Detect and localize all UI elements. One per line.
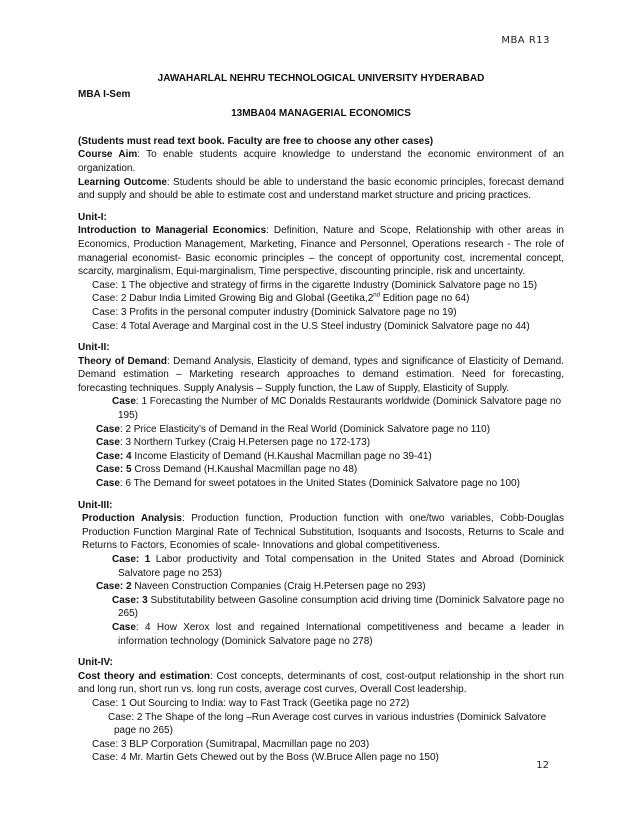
unit-2-case-1-label: Case (112, 396, 136, 408)
unit-3-case-3 (96, 594, 564, 621)
unit-3-case-4-text: : 4 How Xerox lost and regained International competitiveness and became a leader in information technology (Dominick Salvatore page no 278) (118, 621, 564, 647)
unit-1-body (78, 224, 564, 278)
unit-2-case-6 (96, 477, 564, 491)
unit-3-case-1-text: Labor productivity and Total compensation in the United States and Abroad (Dominick Salvatore page no 253) (118, 554, 564, 579)
page-number: 12 (536, 760, 549, 771)
unit-2-case-5 (96, 463, 564, 477)
unit-3-case-3-label: Case: 3 (112, 594, 148, 606)
unit-2-case-1-text: : 1 Forecasting the Number of MC Donalds Restaurants worldwide (Dominick Salvatore page no 195) (118, 396, 562, 422)
unit-2-body (78, 355, 564, 396)
unit-2-case-3 (96, 436, 564, 450)
syllabus-content (78, 72, 564, 765)
unit-3-case-1-label: Case: 1 (112, 554, 151, 565)
unit-4-text: : Cost concepts, determinants of cost, cost-output relationship in the short run and long run, short run vs. long run costs, average cost curves, Overall Cost leadership. (78, 670, 564, 696)
unit-2-case-5-label: Case: 5 (96, 464, 132, 476)
unit-4-case-3: Case: 3 BLP Corporation (Sumitrapal, Macmillan page no 203) (92, 738, 370, 750)
unit-2-case-3-label: Case (96, 437, 120, 449)
unit-2-case-3-text: : 3 Northern Turkey (Craig H.Petersen page no 172-173) (119, 437, 371, 449)
unit-2-case-4-text: Income Elasticity of Demand (H.Kaushal Macmillan page no 39-41) (131, 450, 432, 462)
unit-2-title: Theory of Demand (78, 355, 168, 367)
unit-4-cases (78, 697, 564, 765)
unit-2-case-6-text: : 6 The Demand for sweet potatoes in the United States (Dominick Salvatore page no 100) (119, 478, 520, 490)
unit-2-case-2-text: : 2 Price Elasticity’s of Demand in the Real World (Dominick Salvatore page no 110) (119, 423, 491, 435)
unit-1-case-3: Case: 3 Profits in the personal computer industry (Dominick Salvatore page no 19) (92, 306, 457, 318)
unit-3-cases (78, 553, 564, 648)
unit-2-heading: Unit-II: (78, 342, 110, 354)
unit-3-title: Production Analysis (82, 513, 182, 525)
unit-3-case-2-label: Case: 2 (96, 581, 132, 593)
unit-1-case-2-tail: Edition page no 64) (379, 293, 470, 305)
unit-1-title: Introduction to Managerial Economics (78, 225, 267, 237)
university-title: JAWAHARLAL NEHRU TECHNOLOGICAL UNIVERSITY HYDERABAD (157, 73, 485, 84)
learning-outcome-text: : Students should be able to understand the basic economic principles, forecast demand and supply and should be able to estimate cost and understand market structure and pricing practices. (78, 176, 564, 202)
course-aim-text: : To enable students acquire knowledge to understand the economic environment of an organization. (78, 149, 564, 174)
unit-2-cases (78, 395, 564, 490)
unit-3-case-4 (96, 621, 564, 648)
unit-2-case-2 (96, 423, 564, 437)
unit-2-case-4-label: Case: 4 (96, 450, 132, 462)
course-title: 13MBA04 MANAGERIAL ECONOMICS (231, 108, 411, 120)
unit-2-case-1 (96, 395, 564, 422)
unit-3-body (78, 512, 564, 553)
unit-3-case-1 (96, 553, 564, 580)
unit-2-case-5-text: Cross Demand (H.Kaushal Macmillan page no 48) (131, 464, 358, 476)
unit-3-case-2-text: Naveen Construction Companies (Craig H.Petersen page no 293) (131, 581, 426, 593)
semester-label: MBA I-Sem (78, 88, 131, 100)
learning-outcome (78, 176, 564, 203)
unit-1-cases (78, 279, 564, 333)
unit-2-text: : Demand Analysis, Elasticity of demand, types and significance of Elasticity of Demand. Demand estimation – Marketing research approaches to demand estimation. Need for forecasting, forecasting techniques. Supply Analysis – Supply function, the Law of Supply, Elasticity of Supply. (78, 355, 564, 394)
unit-1-text: : Definition, Nature and Scope, Relationship with other areas in Economics, Production Management, Marketing, Finance and Personnel, Operations research - The role of managerial economist- Basic economic principles – the concept of opportunity cost, incremental concept, scarcity, marginalism, Equi-marginalism, Time perspective, discounting principle, risk and uncertainty. (78, 225, 564, 278)
unit-1-case-2 (92, 292, 564, 306)
course-aim-label: Course Aim (78, 149, 138, 161)
unit-2-case-2-label: Case (96, 423, 120, 435)
unit-1-case-2-text: Case: 2 Dabur India Limited Growing Big and Global (Geetika,2 (92, 293, 374, 305)
header-tag: MBA R13 (501, 35, 550, 46)
learning-outcome-label: Learning Outcome (78, 176, 167, 188)
unit-3-heading: Unit-III: (78, 499, 113, 511)
unit-4-case-4: Case: 4 Mr. Martin Gets Chewed out by the Boss (W.Bruce Allen page no 150) (92, 752, 439, 764)
unit-4-heading: Unit-IV: (78, 657, 113, 669)
unit-4-case-2: Case: 2 The Shape of the long –Run Average cost curves in various industries (Dominick Salvatore page no 265) (108, 711, 547, 737)
unit-1-heading: Unit-I: (78, 211, 107, 223)
unit-1-case-2-sup: nd (373, 292, 380, 299)
unit-4-body (78, 670, 564, 697)
unit-4-case-1: Case: 1 Out Sourcing to India: way to Fast Track (Geetika page no 272) (92, 697, 410, 709)
unit-3-text: : Production function, Production function with one/two variables, Cobb-Douglas Production Function Marginal Rate of Technical Substitution, Isoquants and Isocosts, Returns to Scale and Returns to Factors, Economies of scale- Innovations and global competitiveness. (82, 513, 564, 552)
unit-3-case-3-text: Substitutability between Gasoline consumption acid driving time (Dominick Salvatore page no 265) (118, 594, 564, 620)
course-note: (Students must read text book. Faculty are free to choose any other cases) (78, 135, 434, 147)
unit-2-case-6-label: Case (96, 478, 120, 490)
unit-1-case-4: Case: 4 Total Average and Marginal cost in the U.S Steel industry (Dominick Salvatore page no 44) (92, 320, 530, 332)
unit-4-title: Cost theory and estimation (78, 670, 210, 682)
unit-1-case-1: Case: 1 The objective and strategy of firms in the cigarette Industry (Dominick Salvatore page no 15) (92, 279, 538, 291)
unit-3-case-2 (96, 580, 564, 594)
unit-2-case-4 (96, 450, 564, 464)
course-aim (78, 148, 564, 175)
unit-3-case-4-label: Case (112, 621, 136, 633)
